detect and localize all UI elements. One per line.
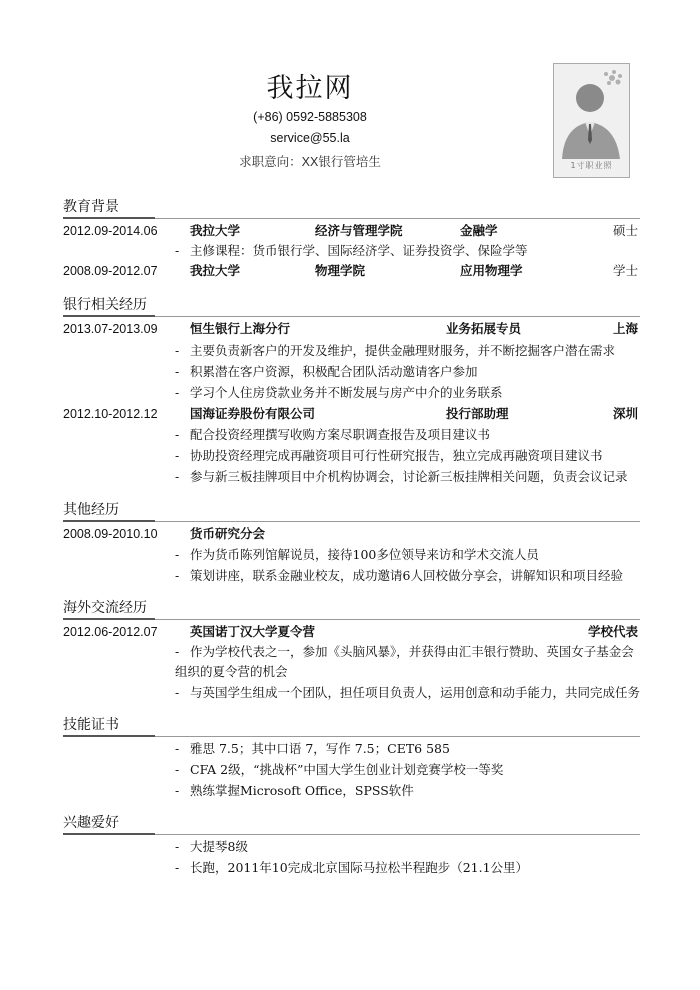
list-item-text: 参与新三板挂牌项目中介机构协调会，讨论新三板挂牌相关问题，负责会议记录: [190, 469, 628, 484]
entry-organization: 货币研究分会: [190, 526, 266, 541]
entry-major: 金融学: [460, 223, 498, 238]
bullet-mark: -: [175, 547, 180, 562]
list-item-text: 雅思 7.5；其中口语 7，写作 7.5；CET6 585: [190, 741, 450, 756]
section-title: 其他经历: [63, 502, 119, 518]
section-title: 教育背景: [63, 199, 119, 215]
email-address: service@55.la: [270, 131, 350, 145]
bullet-mark: -: [175, 741, 180, 756]
list-item-text: 主修课程：货币银行学、国际经济学、证券投资学、保险学等: [190, 243, 528, 258]
entry-date: 2012.06-2012.07: [63, 625, 158, 639]
entry-organization: 恒生银行上海分行: [190, 321, 291, 336]
list-item-text: 熟练掌握Microsoft Office，SPSS软件: [190, 783, 414, 798]
job-entry: [63, 404, 640, 424]
list-item-text: CFA 2级，“挑战杯”中国大学生创业计划竞赛学校一等奖: [190, 762, 504, 777]
bullet-mark: -: [175, 762, 180, 777]
bullet-mark: -: [175, 243, 180, 258]
entry-role: 学校代表: [587, 624, 638, 639]
list-item-text: 作为货币陈列馆解说员，接待100多位领导来访和学术交流人员: [190, 547, 539, 562]
education-entry: [63, 261, 640, 281]
education-entry: [63, 221, 640, 241]
bullet-mark: -: [175, 839, 180, 854]
entry-major: 应用物理学: [460, 263, 523, 278]
list-item-text: 学习个人住房贷款业务并不断发展与房产中介的业务联系: [190, 385, 503, 400]
section-divider-accent: [63, 618, 155, 620]
section-title: 海外交流经历: [63, 600, 147, 616]
entry-organization: 英国诺丁汉大学夏令营: [190, 624, 316, 639]
section-divider-accent: [63, 520, 155, 522]
bullet-mark: -: [175, 343, 180, 358]
list-item-text: 大提琴8级: [190, 839, 248, 854]
list-item-text: 策划讲座，联系金融业校友，成功邀请6人回校做分享会，讲解知识和项目经验: [190, 568, 623, 583]
entry-date: 2012.09-2014.06: [63, 224, 158, 238]
photo-caption: 1寸职业照: [570, 161, 613, 170]
section-divider-accent: [63, 217, 155, 219]
entry-degree: 学士: [612, 263, 638, 278]
bullet-mark: -: [175, 860, 180, 875]
exchange-entry: [63, 622, 640, 642]
section-title: 技能证书: [63, 717, 119, 733]
section-title: 银行相关经历: [63, 297, 147, 313]
list-item-text: 作为学校代表之一，参加《头脑风暴》，并获得由汇丰银行赞助、英国女子基金会: [190, 644, 634, 659]
section-divider-accent: [63, 735, 155, 737]
entry-location: 上海: [612, 321, 638, 336]
phone-number: (+86) 0592-5885308: [253, 110, 367, 124]
list-item-text: 与英国学生组成一个团队，担任项目负责人，运用创意和动手能力，共同完成任务: [190, 685, 641, 700]
list-item-text: 配合投资经理撰写收购方案尽职调查报告及项目建议书: [190, 427, 491, 442]
bullet-mark: -: [175, 364, 180, 379]
section-divider-accent: [63, 833, 155, 835]
entry-role: 投行部助理: [446, 406, 509, 421]
profile-photo: [553, 63, 630, 178]
activity-entry: [63, 524, 640, 544]
entry-date: 2013.07-2013.09: [63, 322, 158, 336]
list-item-text: 组织的夏令营的机会: [175, 664, 288, 679]
bullet-mark: -: [175, 644, 180, 659]
entry-date: 2008.09-2012.07: [63, 264, 158, 278]
section-title: 兴趣爱好: [63, 815, 119, 831]
entry-degree: 硕士: [612, 223, 638, 238]
list-item-text: 协助投资经理完成再融资项目可行性研究报告，独立完成再融资项目建议书: [190, 448, 603, 463]
job-entry: [63, 319, 640, 339]
bullet-mark: -: [175, 568, 180, 583]
resume-name: 我拉网: [266, 73, 354, 104]
bullet-mark: -: [175, 385, 180, 400]
entry-location: 深圳: [612, 406, 638, 421]
entry-role: 业务拓展专员: [446, 321, 522, 336]
entry-organization: 国海证券股份有限公司: [190, 406, 316, 421]
list-item-text: 长跑，2011年10完成北京国际马拉松半程跑步（21.1公里）: [190, 860, 529, 875]
list-item-text: 主要负责新客户的开发及维护，提供金融理财服务，并不断挖掘客户潜在需求: [190, 343, 616, 358]
bullet-mark: -: [175, 685, 180, 700]
list-item-text: 积累潜在客户资源，积极配合团队活动邀请客户参加: [190, 364, 478, 379]
job-intent: 求职意向：XX银行管培生: [239, 155, 381, 169]
entry-date: 2012.10-2012.12: [63, 407, 158, 421]
entry-date: 2008.09-2010.10: [63, 527, 158, 541]
section-divider-accent: [63, 315, 155, 317]
bullet-mark: -: [175, 427, 180, 442]
bullet-mark: -: [175, 448, 180, 463]
entry-school: 我拉大学: [190, 263, 241, 278]
bullet-mark: -: [175, 783, 180, 798]
entry-school: 我拉大学: [190, 223, 241, 238]
entry-college: 经济与管理学院: [315, 223, 403, 238]
entry-college: 物理学院: [315, 263, 366, 278]
bullet-mark: -: [175, 469, 180, 484]
